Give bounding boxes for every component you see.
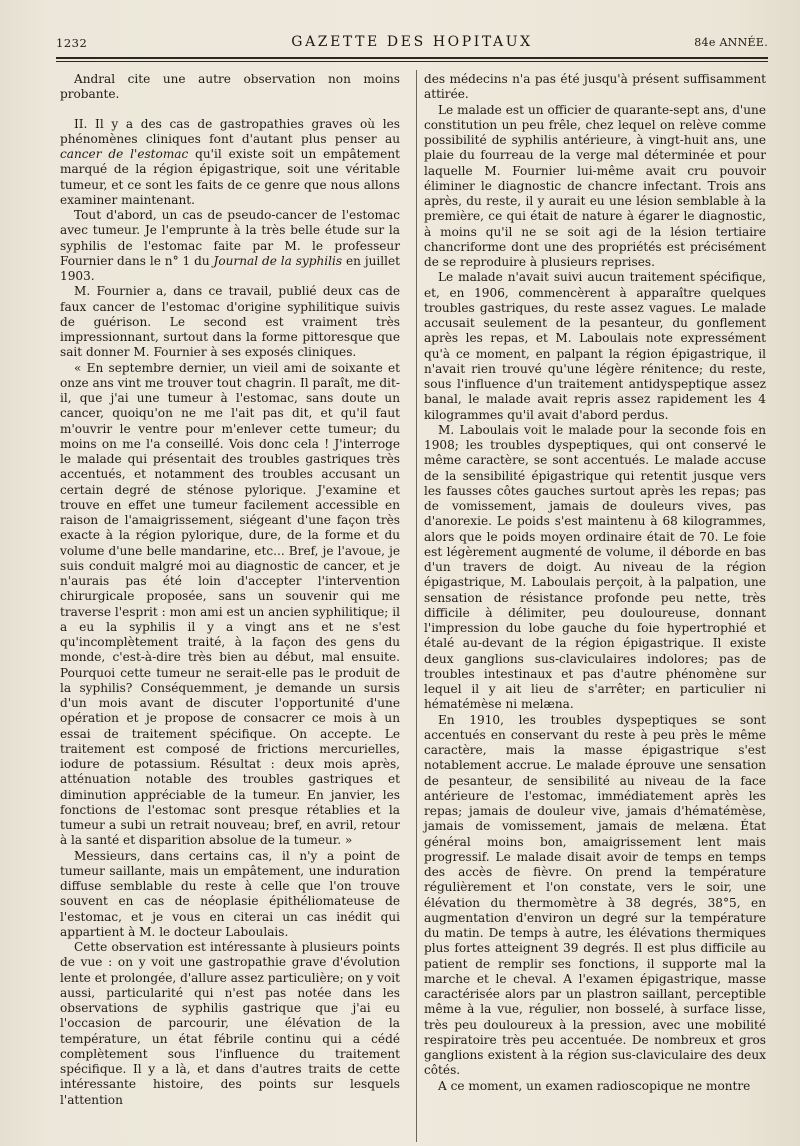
emphasis: Journal de la syphilis [213, 253, 343, 268]
paragraph: A ce moment, un examen radioscopique ne montre [438, 1078, 751, 1093]
header-rule-thin [56, 61, 768, 62]
paragraph: Le malade n'avait suivi aucun traitement spécifique, et, en 1906, commencèrent à apparaître quelques troubles gastriques, du reste assez vagues. Le malade accusait seulement de la pesanteur, du gonflement après les repas, et M. Laboulais note expressément qu'à ce moment, en palpant la région épigastrique, il n'avait rien trouvé qu'une légère rénitence; du reste, sous l'influence d'un traitement antidyspeptique assez banal, le malade avait repris assez rapidement les 4 kilogrammes qu'il avait d'abord perdus. [424, 270, 766, 422]
emphasis: cancer de l'estomac [60, 147, 189, 161]
paragraph: II. Il y a des cas de gastropathies graves où les phénomènes cliniques font d'autant plus penser au cancer de l'estomac qu'il existe soit un empâtement marqué de la région épigastrique, soit une véritable tumeur, et ce sont les faits de ce genre que nous allons examiner maintenant. [60, 116, 400, 207]
paragraph: Andral cite une autre observation non moins probante. [60, 72, 400, 102]
paragraph: Le malade est un officier de quarante-sept ans, d'une constitution un peu frêle, chez lequel on relève comme possibilité de syphilis antérieure, à vingt-huit ans, une plaie du fourreau de la verge mal déterminée et pour laquelle M. Fournier lui-même avait cru pouvoir éliminer le diagnostic de chancre infectant. Trois ans après, du reste, il y aurait eu une lésion semblable à la première, ce qui était de nature à égarer le diagnostic, à moins qu'il ne se soit agi de la lésion tertiaire chancriforme dont une des propriétés est précisément de se reproduire à plusieurs reprises. [424, 102, 766, 269]
paragraph: M. Fournier a, dans ce travail, publié deux cas de faux cancer de l'estomac d'origine syphilitique suivis de guérison. Le second est vraiment très impressionnant, surtout dans la forme pittoresque que sait donner M. Fournier à ses exposés cliniques. [60, 284, 400, 360]
page-number: 1232 [56, 36, 88, 50]
header-rule-thick [56, 57, 768, 59]
paragraph: Messieurs, dans certains cas, il n'y a point de tumeur saillante, mais un empâtement, une induration diffuse semblable du reste à celle que l'on trouve souvent en cas de néoplasie épithéliomateuse de l'estomac, et je vous en citerai un cas inédit qui appartient à M. le docteur Laboulais. [60, 848, 400, 939]
issue-label: 84e ANNÉE. [694, 36, 768, 49]
paragraph: En 1910, les troubles dyspeptiques se sont accentués en conservant du reste à peu près le même caractère, mais la masse épigastrique s'est notablement accrue. Le malade éprouve une sensation de pesanteur, de sensibilité au niveau de la face antérieure de l'estomac, immédiatement après les repas; jamais de douleur vive, jamais d'hématémèse, jamais de vomissement, jamais de melæna. État général moins bon, amaigrissement lent mais progressif. Le malade disait avoir de temps en temps des accès de fièvre. On prend la température régulièrement et l'on constate, vers le soir, une élévation du thermomètre à 38 degrés, 38°5, en augmentation d'environ un degré sur la température du matin. De temps à autre, les élévations thermiques plus fortes atteignent 39 degrés. Il est plus difficile au patient de remplir ses fonctions, il supporte mal la marche et le cheval. A l'examen épigastrique, masse caractérisée alors par un plastron saillant, perceptible même à la vue, régulier, non bosselé, à surface lisse, très peu douloureux à la pression, avec une mobilité respiratoire très peu accentuée. De nombreux et gros ganglions existent à la région sus-claviculaire des deux côtés. [424, 712, 766, 1078]
paragraph: « En septembre dernier, un vieil ami de soixante et onze ans vint me trouver tout chagrin. Il paraît, me dit-il, que j'ai une tumeur à l'estomac, sans doute un cancer, quoiqu'on ne me l'ait pas dit, et qu'il faut m'ouvrir le ventre pour m'enlever cette tumeur; du moins on me l'a conseillé. Vois donc cela ! J'interroge le malade qui présentait des troubles gastriques très accentués, et notamment des troubles accusant un certain degré de sténose pylorique. J'examine et trouve en effet une tumeur facilement accessible en raison de l'amaigrissement, siégeant d'une façon très exacte à la région pylorique, dure, de la forme et du volume d'une belle mandarine, etc... Bref, je l'avoue, je suis conduit malgré moi au diagnostic de cancer, et je n'aurais pas été loin d'accepter l'intervention chirurgicale proposée, sans un souvenir qui me traverse l'esprit : mon ami est un ancien syphilitique; il a eu la syphilis il y a vingt ans et ne s'est qu'incomplètement traité, à la façon des gens du monde, c'est-à-dire très bien au début, mal ensuite. Pourquoi cette tumeur ne serait-elle pas le produit de la syphilis? Conséquemment, je demande un sursis d'un mois avant de discuter l'opportunité d'une opération et je propose de consacrer ce mois à un essai de traitement spécifique. On accepte. Le traitement est composé de frictions mercurielles, iodure de potassium. Résultat : deux mois après, atténuation notable des troubles gastriques et diminution appréciable de la tumeur. En janvier, les fonctions de l'estomac sont presque rétablies et la tumeur a subi un retrait nouveau; bref, en avril, retour à la santé et disparition absolue de la tumeur. » [60, 360, 400, 848]
column-divider [416, 70, 417, 1142]
running-header [56, 32, 768, 54]
paragraph: Tout d'abord, un cas de pseudo-cancer de l'estomac avec tumeur. Je l'emprunte à la très belle étude sur la syphilis de l'estomac faite par M. le professeur Fournier dans le n° 1 du Journal de la syphilis en juillet 1903. [60, 208, 400, 283]
left-column [60, 72, 400, 1108]
journal-title: GAZETTE DES HOPITAUX [291, 34, 533, 50]
right-column [424, 72, 766, 1094]
paragraph: M. Laboulais voit le malade pour la seconde fois en 1908; les troubles dyspeptiques, qui ont conservé le même caractère, se sont accentués. Le malade accuse de la sensibilité épigastrique qui retentit jusque vers les fausses côtes gauches surtout après les repas; pas de vomissement, jamais de douleurs vives, pas d'anorexie. Le poids s'est maintenu à 68 kilogrammes, alors que le poids moyen ordinaire était de 70. Le foie est légèrement augmenté de volume, il déborde en bas d'un travers de doigt. Au niveau de la région épigastrique, M. Laboulais perçoit, à la palpation, une sensation de résistance profonde peu nette, très difficile à délimiter, peu douloureuse, donnant l'impression du lobe gauche du foie hypertrophié et étalé au-devant de la région épigastrique. Il existe deux ganglions sus-claviculaires indolores; pas de troubles intestinaux et pas d'autre phénomène sur lequel il y ait lieu de s'arrêter; en particulier ni hématémèse ni melæna. [424, 422, 766, 712]
paragraph: des médecins n'a pas été jusqu'à présent suffisamment attirée. [424, 72, 766, 102]
paragraph: Cette observation est intéressante à plusieurs points de vue : on y voit une gastropathie grave d'évolution lente et prolongée, d'allure assez particulière; on y voit aussi, particularité qui n'est pas notée dans les observations de syphilis gastrique que j'ai eu l'occasion de parcourir, une élévation de la température, un état fébrile continu qui a cédé complètement sous l'influence du traitement spécifique. Il y a là, et dans d'autres traits de cette intéressante histoire, des points sur lesquels l'attention [60, 940, 400, 1107]
